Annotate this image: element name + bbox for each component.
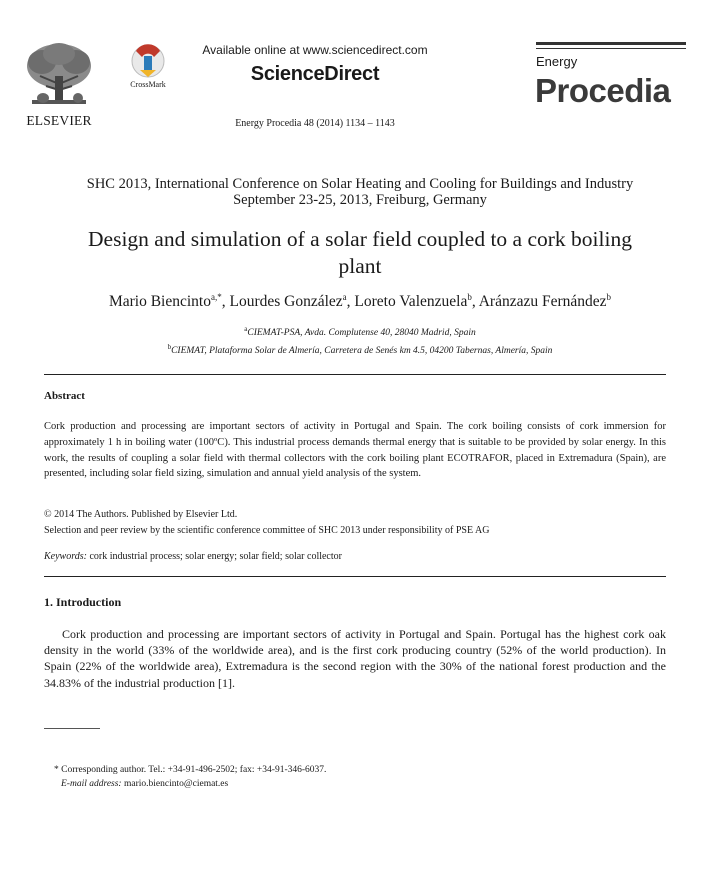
elsevier-wordmark: ELSEVIER	[26, 113, 92, 128]
title-line-1: Design and simulation of a solar field coupled to a cork boiling	[88, 227, 632, 251]
keywords-text: cork industrial process; solar energy; solar field; solar collector	[86, 551, 342, 562]
introduction-body: Cork production and processing are important sectors of activity in Portugal and Spain. Portugal has the highest cork oak density in the world (33% of the worldwide area), and is the first cork producing country (52% of the world production). In Spain (22% of the worldwide area), Extremadura is the second region with the 30% of the national forest production and the 34.83% of the industrial production [1].	[44, 627, 666, 690]
crossmark-label: CrossMark	[130, 80, 166, 89]
introduction-heading: 1. Introduction	[44, 595, 122, 609]
footnote-rule	[44, 728, 100, 729]
journal-word-energy: Energy	[536, 54, 578, 69]
author: Lourdes González$^a$,	[229, 292, 355, 311]
affiliation-a: $^a$CIEMAT-PSA, Avda. Complutense 40, 28040 Madrid, Spain	[244, 325, 476, 339]
elsevier-logo	[18, 40, 100, 132]
divider-top	[44, 374, 666, 375]
author: Loreto Valenzuela$^b$,	[354, 292, 479, 311]
keywords	[44, 551, 666, 562]
divider-bottom	[44, 576, 666, 577]
elsevier-tree-icon	[18, 40, 100, 112]
email-label: E-mail address:	[61, 779, 122, 789]
logo-rule-thin	[536, 48, 686, 49]
copyright-block	[44, 507, 666, 538]
affiliations	[40, 322, 680, 358]
email-address[interactable]: mario.biencinto@ciemat.es	[121, 779, 229, 789]
copyright-line: © 2014 The Authors. Published by Elsevier Ltd.	[44, 509, 238, 520]
author-list	[40, 292, 680, 311]
author: Aránzazu Fernández$^b$	[478, 292, 612, 311]
affiliation-b: $^b$CIEMAT, Plataforma Solar de Almería, Carretera de Senés km 4.5, 04200 Tabernas, Almería, Spain	[167, 343, 553, 357]
energy-procedia-logo	[536, 42, 686, 116]
peer-review-line: Selection and peer review by the scientific conference committee of SHC 2013 under responsibility of PSE AG	[44, 524, 490, 536]
conference-line-1: SHC 2013, International Conference on Solar Heating and Cooling for Buildings and Industry	[86, 176, 634, 192]
title-line-2: plant	[338, 254, 382, 278]
conference-info	[40, 176, 680, 208]
keywords-label: Keywords:	[44, 551, 87, 562]
conference-line-2: September 23-25, 2013, Freiburg, Germany	[233, 192, 487, 208]
email-line	[54, 777, 674, 791]
corresponding-author: * Corresponding author. Tel.: +34-91-496-2502; fax: +34-91-346-6037.	[54, 765, 327, 775]
abstract-body: Cork production and processing are important sectors of activity in Portugal and Spain. The cork boiling consists of cork immersion for approximately 1 h in boiling water (100ºC). This industrial process demands thermal energy that is suitable to be provided by solar energy. In this work, the results of coupling a solar field with thermal collectors with the cork boiling plant ECOTRAFOR, placed in Extremadura (Spain), are presented, including solar field sizing, simulation and annual yield analysis of the system.	[44, 421, 666, 480]
journal-word-procedia: Procedia	[535, 72, 671, 109]
author: Mario Biencinto$^{a,*}$,	[108, 292, 230, 311]
sciencedirect-brand: ScienceDirect	[250, 63, 380, 85]
journal-citation: Energy Procedia 48 (2014) 1134 – 1143	[235, 118, 395, 129]
abstract-heading: Abstract	[44, 390, 85, 402]
paper-title	[40, 226, 680, 280]
logo-rule-top	[536, 42, 686, 45]
footnote	[54, 763, 674, 791]
available-online-text: Available online at www.sciencedirect.com	[202, 43, 428, 57]
